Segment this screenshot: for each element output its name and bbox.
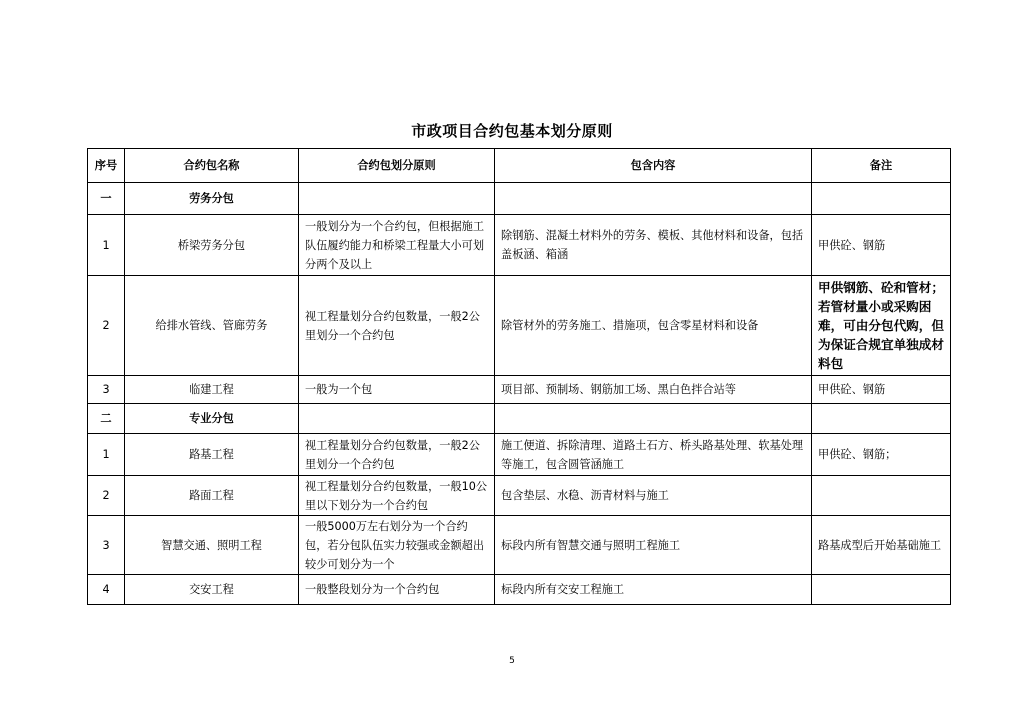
row-seq: 3 xyxy=(88,376,125,404)
header-note: 备注 xyxy=(812,149,951,183)
table-row xyxy=(88,376,951,404)
row-seq: 二 xyxy=(88,404,125,434)
row-content xyxy=(495,404,812,434)
row-package-name: 劳务分包 xyxy=(125,183,299,215)
row-seq: 一 xyxy=(88,183,125,215)
row-package-name: 给排水管线、管廊劳务 xyxy=(125,276,299,376)
table-row xyxy=(88,215,951,276)
row-seq: 2 xyxy=(88,476,125,516)
row-note: 路基成型后开始基础施工 xyxy=(812,516,951,575)
table-row xyxy=(88,276,951,376)
row-content: 施工便道、拆除清理、道路土石方、桥头路基处理、软基处理等施工，包含圆管涵施工 xyxy=(495,434,812,476)
header-package-name: 合约包名称 xyxy=(125,149,299,183)
row-seq: 4 xyxy=(88,575,125,605)
row-package-name: 桥梁劳务分包 xyxy=(125,215,299,276)
row-content: 标段内所有智慧交通与照明工程施工 xyxy=(495,516,812,575)
row-package-name: 智慧交通、照明工程 xyxy=(125,516,299,575)
header-division-principle: 合约包划分原则 xyxy=(299,149,495,183)
row-content: 包含垫层、水稳、沥青材料与施工 xyxy=(495,476,812,516)
row-division-principle: 视工程量划分合约包数量，一般2公里划分一个合约包 xyxy=(299,276,495,376)
row-note xyxy=(812,476,951,516)
row-package-name: 专业分包 xyxy=(125,404,299,434)
row-content: 标段内所有交安工程施工 xyxy=(495,575,812,605)
row-note: 甲供砼、钢筋； xyxy=(812,434,951,476)
row-content xyxy=(495,183,812,215)
row-content: 项目部、预制场、钢筋加工场、黑白色拌合站等 xyxy=(495,376,812,404)
header-content: 包含内容 xyxy=(495,149,812,183)
table-row xyxy=(88,476,951,516)
row-package-name: 路面工程 xyxy=(125,476,299,516)
table-row xyxy=(88,434,951,476)
row-note: 甲供钢筋、砼和管材；若管材量小或采购困难，可由分包代购，但为保证合规宜单独成材料包 xyxy=(812,276,951,376)
header-seq: 序号 xyxy=(88,149,125,183)
row-division-principle: 一般整段划分为一个合约包 xyxy=(299,575,495,605)
table-header-row xyxy=(88,149,951,183)
row-seq: 1 xyxy=(88,215,125,276)
contract-package-table xyxy=(87,148,951,605)
row-note: 甲供砼、钢筋 xyxy=(812,215,951,276)
row-division-principle xyxy=(299,404,495,434)
row-division-principle: 一般划分为一个合约包，但根据施工队伍履约能力和桥梁工程量大小可划分两个及以上 xyxy=(299,215,495,276)
row-note: 甲供砼、钢筋 xyxy=(812,376,951,404)
row-content: 除管材外的劳务施工、措施项，包含零星材料和设备 xyxy=(495,276,812,376)
row-package-name: 临建工程 xyxy=(125,376,299,404)
document-title: 市政项目合约包基本划分原则 xyxy=(411,122,613,140)
row-content: 除钢筋、混凝土材料外的劳务、模板、其他材料和设备，包括盖板涵、箱涵 xyxy=(495,215,812,276)
section-row-specialty xyxy=(88,404,951,434)
row-division-principle: 视工程量划分合约包数量，一般10公里以下划分为一个合约包 xyxy=(299,476,495,516)
row-seq: 1 xyxy=(88,434,125,476)
row-note xyxy=(812,183,951,215)
row-division-principle xyxy=(299,183,495,215)
row-division-principle: 一般5000万左右划分为一个合约包，若分包队伍实力较强或金额超出较少可划分为一个 xyxy=(299,516,495,575)
row-seq: 3 xyxy=(88,516,125,575)
table-row xyxy=(88,575,951,605)
row-note xyxy=(812,575,951,605)
row-note xyxy=(812,404,951,434)
table-row xyxy=(88,516,951,575)
row-seq: 2 xyxy=(88,276,125,376)
row-package-name: 交安工程 xyxy=(125,575,299,605)
row-package-name: 路基工程 xyxy=(125,434,299,476)
page-number: 5 xyxy=(509,656,515,666)
section-row-labor xyxy=(88,183,951,215)
row-division-principle: 一般为一个包 xyxy=(299,376,495,404)
row-division-principle: 视工程量划分合约包数量，一般2公里划分一个合约包 xyxy=(299,434,495,476)
